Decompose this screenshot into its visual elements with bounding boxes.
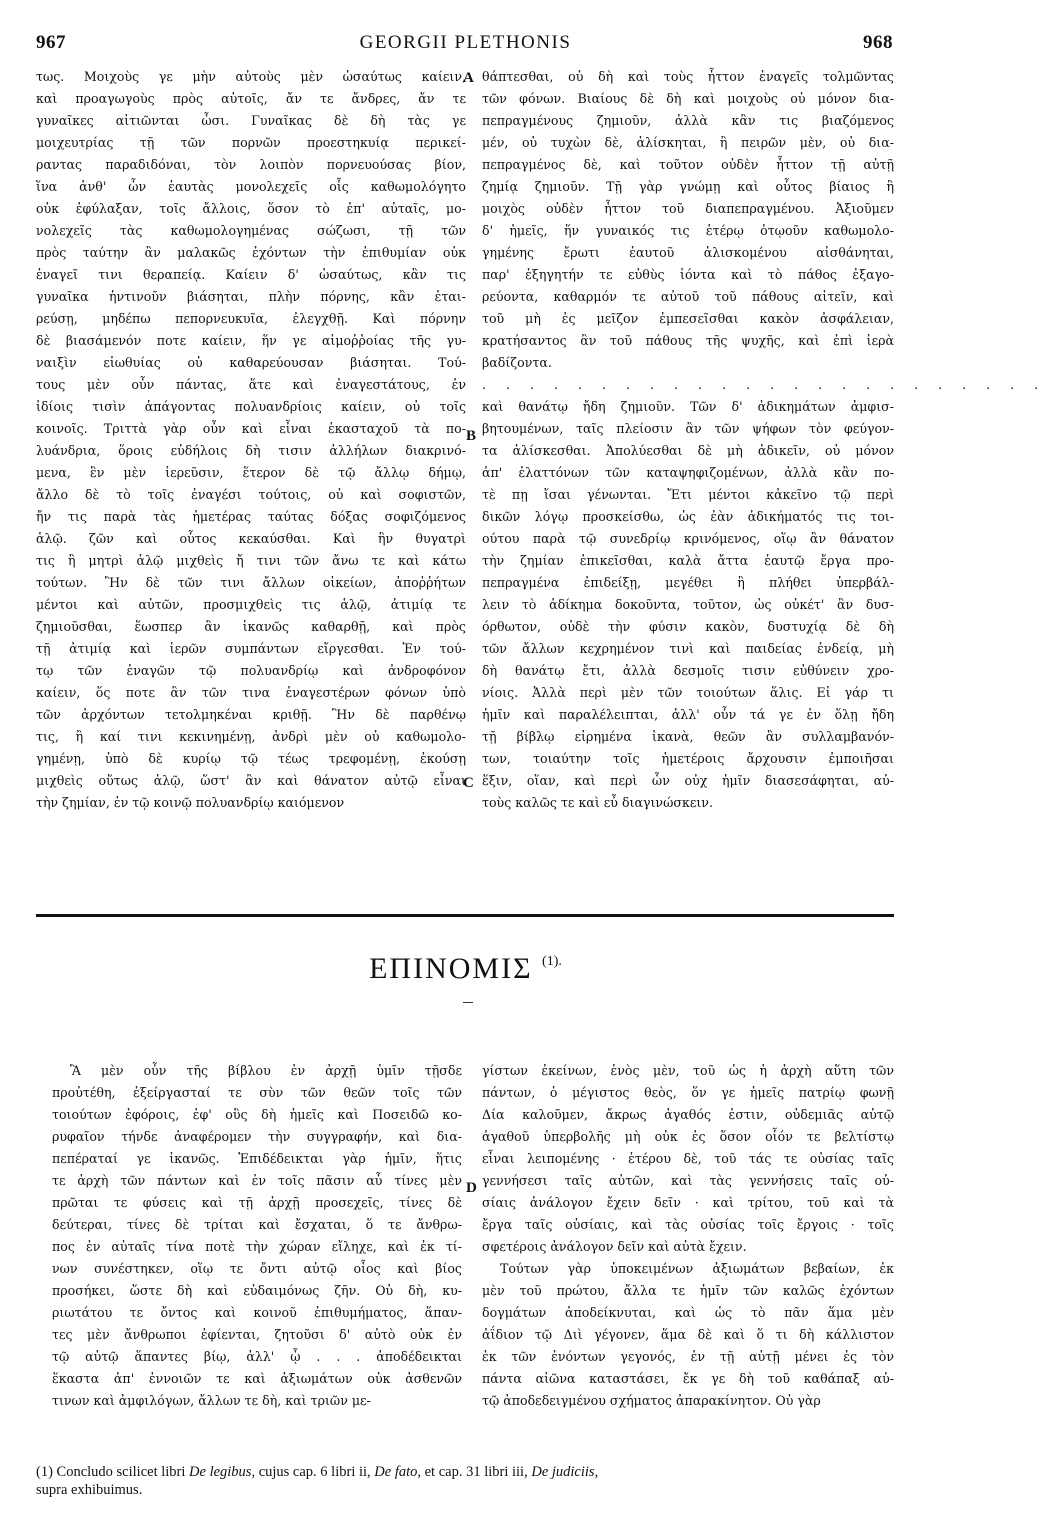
text-line: λειν τὸ ἀδίκημα δοκοῦντα, τοῦτον, ὡς οὐκέτ' ἂν δυσ- [482,597,894,612]
text-line: κρατήσαντος ἂν τοῦ πάθους τῆς ψυχῆς, καὶ ἐπὶ ἱερὰ [482,333,894,348]
text-line: θάπτεσθαι, οὐ δὴ καὶ τοὺς ἧττον ἐναγεῖς τολμῶντας [482,69,894,84]
text-line: πάντα αἰῶνα καταστάσει, ἔκ γε δὴ τοῦ καθάπαξ αὐ- [482,1371,894,1386]
paragraph-right-lower-b [482,1258,894,1412]
footnote-title-1: De legibus [189,1464,252,1480]
footnote-end: , [594,1464,599,1480]
text-line: τῇ βίβλῳ εἰρημένα ἱκανὰ, θεῶν ἂν συλλαμβανόν- [482,729,894,744]
text-line: τὴν ζημίαν, ἐν τῷ κοινῷ πολυανδρίῳ καιόμενον [36,795,345,810]
text-line: πρὸς ταύτην ἂν μαλακῶς ἐχόντων τὴν ἐπιθυμίαν οὐκ [36,245,466,260]
text-line: τῷ ἀποδεδειγμένου σχήματος ἀπαρακίνητον. Οὐ γὰρ [482,1393,821,1408]
section-divider-rule [36,914,894,917]
text-line: ἀγαθοῦ ὑπερβολῆς μὴ οὐκ ἐς ὅσον οἷόν τε βελτίστῳ [482,1129,894,1144]
text-line: λυάνδρια, ὅροις εὐδήλοις δὴ τισιν ἀλλήλων διακρινό- [36,443,466,458]
text-line: πεπραγμένους ζημιοῦν, ἀλλὰ κἂν τις βιαζόμενος [482,113,894,128]
footnote-title-3: De judiciis [531,1464,595,1480]
text-line: ἵνα ἀνθ' ὧν ἑαυτὰς μονολεχεῖς οἷς καθωμολόγητο [36,179,466,194]
text-line: γεννήσεσι ταῖς αὐτῶν, καὶ τὰς γεννήσεις ταῖς οὐ- [482,1173,894,1188]
text-line: τῶν ἄλλων κεχρημένον τινὶ καὶ παιδείας ἐνδείᾳ, μὴ [482,641,894,656]
text-line: ραντας παραδιδόναι, τὸν λοιπὸν πορνευούσας βίον, [36,157,466,172]
text-line: τε ἀρχὴ τῶν πάντων καὶ ἐν τοῖς πᾶσιν αὖ τίνες μὲν [52,1173,462,1188]
text-line: ἁλῷ. ζῶν καὶ οὗτος κεκαύσθαι. Καὶ ἣν θυγατρὶ [36,531,466,546]
text-line: τῇ ἀτιμίᾳ καὶ ἱερῶν συμπάντων εἴργεσθαι. Ἐν τού- [36,641,466,656]
text-line: νολεχεῖς τὰς καθωμολογημένας σώζωσι, τῇ τῶν [36,223,466,238]
margin-mark-d: D [466,1180,477,1196]
text-line: παρ' ἐξηγητήν τε εὐθὺς ἰόντα καὶ τὸ πάθος ἐξαγο- [482,267,894,282]
text-line: καὶ θανάτῳ ἤδη ζημιοῦν. Τῶν δ' ἀδικημάτων ἀμφισ- [482,399,894,414]
text-line: δ' ἡμεῖς, ἥν γυναικός τις ἑτέρῳ ὁτῳοῦν καθωμολο- [482,223,894,238]
text-line: βαδίζοντα. [482,355,552,370]
text-line: τὲ πῃ ἴσαι γένωνται. Ἔτι μέντοι κἀκεῖνο τῷ περὶ [482,487,894,502]
text-line: ἀπ' ἐλαττόνων τῶν καταψηφιζομένων, ἀλλὰ κἂν πο- [482,465,894,480]
text-line: Τούτων γὰρ ὑποκειμένων ἀξιωμάτων βεβαίων, ἐκ [500,1261,894,1276]
text-line: οὐκ ἐφύλαξαν, τοῖς ἄλλοις, ὅσον τὸ ἐπ' αὐταῖς, μο- [36,201,466,216]
text-line: δὲ βιασάμενόν ποτε καίειν, ἥν γε αἱμοῤῥοίας τῆς γυ- [36,333,466,348]
paragraph-right-lower-a [482,1060,894,1258]
text-line: νων συνέστηκεν, οἵῳ τε ὄντι αὐτῷ οἷος καὶ βίος [52,1261,462,1276]
footnote-prefix: (1) Concludo scilicet libri [36,1464,186,1480]
text-line: τις ἢ μητρὶ ἁλῷ μιχθεὶς ἤ τινι τῶν ἄνω τε καὶ κάτω [36,553,466,568]
text-line: σίαις ἀνάλογον ἔχειν δεῖν · καὶ τρίτου, τοῦ καὶ τὰ [482,1195,894,1210]
text-line: πάντων, ὁ μέγιστος θεὸς, ὅν γε ἡμεῖς πατρίῳ φωνῇ [482,1085,894,1100]
text-line: προὐτέθη, ἐξείργασταί τε σὺν τῶν θεῶν τοῖς τῶν [52,1085,462,1100]
running-title: GEORGII PLETHONIS [359,32,572,53]
page-number-right: 968 [863,32,893,53]
text-line: ρεύοντα, καθαρμόν τε αὐτοῦ τοῦ πάθους αἰτεῖν, καὶ [482,289,894,304]
text-line: Ἃ μὲν οὖν τῆς βίβλου ἐν ἀρχῇ ὑμῖν τῇσδε [70,1063,462,1078]
text-line: τοῦ μὴ ἐς μεῖζον ἐμπεσεῖσθαι κακὸν ἀσφάλειαν, [482,311,894,326]
text-line: τῳ τῶν ἐναγῶν τῷ πολυανδρίῳ καὶ ἀνδροφόνον [36,663,466,678]
footnote-middle-1: , cujus cap. 6 libri ii, [251,1464,371,1480]
text-line: ἕξιν, οἵαν, καὶ περὶ ὧν οὐχ ἡμῖν διασεσάφηται, αὐ- [482,773,894,788]
text-line: δεύτεραι, τίνες δὲ τρίται καὶ ἔσχαται, ὅ τε ἄνθρω- [52,1217,462,1232]
text-line: τούτων. Ἢν δὲ τῶν τινι ἄλλων οἰκείων, ἀποῤῥήτων [36,575,466,590]
text-line: ἕκαστα ἀπ' ἐννοιῶν τε καὶ ἀξιωμάτων οὐκ ἀσθενῶν [52,1371,462,1386]
text-line: μιχθεὶς οὕτως ἁλῷ, ὥστ' ἂν καὶ θάνατον αὐτῷ εἶναι [36,773,466,788]
text-line: τινων καὶ ἀμφιλόγων, ἄλλων τε δὴ, καὶ τριῶν με- [52,1393,371,1408]
text-line: ναιξὶν εἰωθυίας οὐ καθαρεύουσαν βιάσηται. Τού- [36,355,466,370]
text-line: πεπραγμένος δὲ, καὶ τοῦτον οὐδὲν ἧττον τῇ αὐτῇ [482,157,894,172]
footnote [36,1463,896,1499]
ellipsis-dots: . . . . . . . . . . . . . . . . . . . . . . . . [482,377,1046,392]
text-line: ἐναγεῖ τινι θεραπείᾳ. Καίειν δ' ὡσαύτως, κἂν τις [36,267,466,282]
text-line: τες μὲν ἄνθρωποι ἐφίενται, ζητοῦσι δ' αὐτὸ οὐκ ἐν [52,1327,462,1342]
text-line: τὴν ζημίαν ἐπικεῖσθαι, καλὰ ἄττα ἑαυτῷ ἔργα προ- [482,553,894,568]
margin-mark-b: B [466,428,477,444]
text-line: τως. Μοιχοὺς γε μὴν αὐτοὺς μὲν ὡσαύτως καίειν, [36,69,466,84]
paragraph-right-b [482,396,894,814]
footnote-line-2: supra exhibuimus. [36,1482,143,1498]
section-title-text: ΕΠΙΝΟΜΙΣ [369,952,533,985]
text-column-right-upper [482,66,1046,814]
text-line: πρῶται τε φύσεις καὶ τῇ ἀρχῇ προσεχεῖς, τίνες δὲ [52,1195,462,1210]
text-line: γυναῖκα ἡντινοῦν βιάσηται, πλὴν πόρνης, κἂν ἑται- [36,289,466,304]
text-line: τῶν φόνων. Βιαίους δὲ δὴ καὶ μοιχοὺς οὐ μόνον δια- [482,91,894,106]
text-line: όρθωτον, οὐδὲ τὴν φύσιν κακὸν, δυστυχίᾳ δὲ δὴ [482,619,894,634]
text-line: προσήκει, ὥστε δὴ καὶ εὐδαιμόνως ζῆν. Οὐ δὴ, κυ- [52,1283,462,1298]
text-column-left-upper [36,66,466,814]
text-line: τῷ αὐτῷ ἅπαντες βίῳ, ἀλλ' ᾧ . . . ἀποδέδεικται [52,1349,462,1364]
text-line: καίειν, ὅς ποτε ἂν τῶν τινα ἐναγεστέρων φόνων ὑπὸ [36,685,466,700]
text-line: ἀΐδιον τῷ Διὶ γέγονεν, ἅμα δὲ καὶ ὅ τι δὴ κάλλιστον [482,1327,894,1342]
text-line: τοιούτων ἐφόροις, ἐφ' οὓς δὴ ἡμεῖς καὶ Ποσειδῶ κο- [52,1107,462,1122]
text-line: κοινοῖς. Τριττὰ γὰρ οὖν καὶ εἶναι ἑκασταχοῦ τὰ πο- [36,421,466,436]
text-line: τῶν ἀρχόντων τετολμηκέναι κριθῇ. Ἢν δὲ παρθένῳ [36,707,466,722]
text-line: ἤν τις παρὰ τὰς ἡμετέρας ταύτας δόξας σοφιζόμενος [36,509,466,524]
text-line: βητουμένων, ταῖς πλείοσιν ἂν τῶν ψήφων τὸν φεύγον- [482,421,894,436]
text-line: τα ἁλίσκεσθαι. Ἀπολύεσθαι δὲ μὴ ἀδικεῖν, οὐ μόνον [482,443,894,458]
text-line: τις, ἢ καί τινι κεκινημένῃ, ἀνδρὶ μὲν οὐ καθωμολο- [36,729,466,744]
text-line: τοὺς καλῶς τε καὶ εὖ διαγινώσκειν. [482,795,713,810]
text-line: μέντοι καὶ αὐτῶν, προσμιχθεὶς τις ἁλῷ, ἀτιμίᾳ τε [36,597,466,612]
text-line: ζημιοῦσθαι, ἕωσπερ ἂν ἱκανῶς καθαρθῇ, καὶ πρὸς [36,619,466,634]
text-line: ἡμῖν καὶ παραλέλειπται, ἀλλ' οὖν τά γε ἐν ὅλῃ ἤδη [482,707,894,722]
paragraph-right-a [482,66,894,374]
text-line: πεπέραταί γε ἱκανῶς. Ἐπιδέδεικται γὰρ ἡμῖν, ἥτις [52,1151,462,1166]
text-line: ἔργα ταῖς οὐσίαις, καὶ τὰς οὐσίας τοῖς ἔργοις · τοῖς [482,1217,894,1232]
text-line: Δία καλοῦμεν, ἄκρως ἀγαθός ἐστιν, οὐδεμιᾶς αὐτῷ [482,1107,894,1122]
text-column-right-lower [482,1060,894,1412]
text-line: δικῶν λόγῳ προσκείσθω, ὡς ἐὰν ἀδικήματός τις τοι- [482,509,894,524]
text-line: των, τοιαύτην τοῖς ἡμετέροις ἄρχουσιν ἐμποιῆσαι [482,751,894,766]
text-line: μενα, ἓν μὲν ἱερεῦσιν, ἕτερον δὲ τῷ ἄλλῳ δήμῳ, [36,465,466,480]
text-line: καὶ προαγωγοὺς πρὸς αὐτοῖς, ἄν τε ἄνδρες, ἄν τε [36,91,466,106]
text-line: μοιχὸς οὐδὲν ἧττον τοῦ διαπεπραγμένου. Ἀξιοῦμεν [482,201,894,216]
text-line: δὴ θανάτῳ ἔτι, ἀλλὰ δεσμοῖς τισιν εὐθύνειν χρο- [482,663,894,678]
text-line: ἰδίοις τισὶν ἀπάγοντας πολυανδρίοις καίειν, οὐ τοῖς [36,399,466,414]
title-ornament [463,1002,473,1003]
text-line: ρεύσῃ, μηδέπω πεπορνευκυῖα, ἐλεγχθῇ. Καὶ πόρνην [36,311,466,326]
text-line: μέν, οὐ τυχὼν δὲ, ἁλίσκηται, ἢ πειρῶν μὲν, οὐ δια- [482,135,894,150]
footnote-title-2: De fato [374,1464,418,1480]
text-line: τους μὲν οὖν πάντας, ἅτε καὶ ἐναγεστάτους, ἐν [36,377,466,392]
text-column-left-lower [52,1060,462,1412]
margin-mark-a: A [463,70,474,86]
text-line: ρυφαῖον τήνδε ἀναφέρομεν τὴν συγγραφήν, καὶ δια- [52,1129,462,1144]
footnote-line-1 [36,1463,896,1481]
text-line: ἐκ τῶν ἐνόντων γεγονός, ἐν τῇ αὐτῇ μένει ἐς τὸν [482,1349,894,1364]
text-line: δογμάτων ἀποδείκνυται, καὶ ὡς τὸ πᾶν ἅμα μὲν [482,1305,894,1320]
text-line: ζημίᾳ ζημιοῦν. Τῇ γὰρ γνώμῃ καὶ οὗτος βίαιος ἢ [482,179,894,194]
page-number-left: 967 [36,32,66,53]
text-line: μοιχευτρίας τῇ τῶν πορνῶν προεστηκυίᾳ περικεί- [36,135,466,150]
text-line: πεπραγμένα ἐπιδείξῃ, μεγέθει ἢ πλήθει ὑπερβάλ- [482,575,894,590]
text-line: γυναῖκες αἰτιῶνται ὦσι. Γυναῖκας δὲ δὴ τὰς γε [36,113,466,128]
text-line: γίστων ἐκείνων, ἑνὸς μὲν, τοῦ ὡς ἡ ἀρχὴ αὕτη τῶν [482,1063,894,1078]
text-line: γημένῃ, ὑπὸ δὲ κυρίῳ τῷ τέως τρεφομένῃ, ἑκούσῃ [36,751,466,766]
margin-mark-c: C [463,775,474,791]
footnote-middle-2: , et cap. 31 libri iii, [417,1464,528,1480]
text-line: σφετέροις ἀνάλογον δεῖν καὶ αὐτὰ ἔχειν. [482,1239,747,1254]
text-line: πος ἐν αὐταῖς τίνα ποτὲ τὴν χώραν εἴληχε, καὶ ἐκ τί- [52,1239,462,1254]
section-title [0,952,931,986]
section-title-footnote-ref: (1). [542,954,562,969]
text-line: ούτου παρὰ τῷ συνεδρίῳ κρινόμενος, οἵῳ ἂν θάνατον [482,531,894,546]
text-line: εἶναι λειπομένης · ἑτέρου δὲ, τοῦ τάς τε οὐσίας ταῖς [482,1151,894,1166]
text-line: ἄλλο δὲ τὸ τοῖς ἐναγέσι τούτοις, οὐ καὶ σοφιστῶν, [36,487,466,502]
text-line: γημένης ἔρωτι ἑαυτοῦ ἁλισκομένου αἰσθάνηται, [482,245,894,260]
text-line: μὲν τοῦ πρώτου, ἄλλα τε ἡμῖν τῶν καλῶς ἐχόντων [482,1283,894,1298]
text-line: νίοις. Ἀλλὰ περὶ μὲν τῶν τοιούτων ἅλις. Εἰ γάρ τι [482,685,894,700]
text-line: ριωτάτου τε ὄντος καὶ κοινοῦ ἐπιθυμήματος, ἅπαν- [52,1305,462,1320]
